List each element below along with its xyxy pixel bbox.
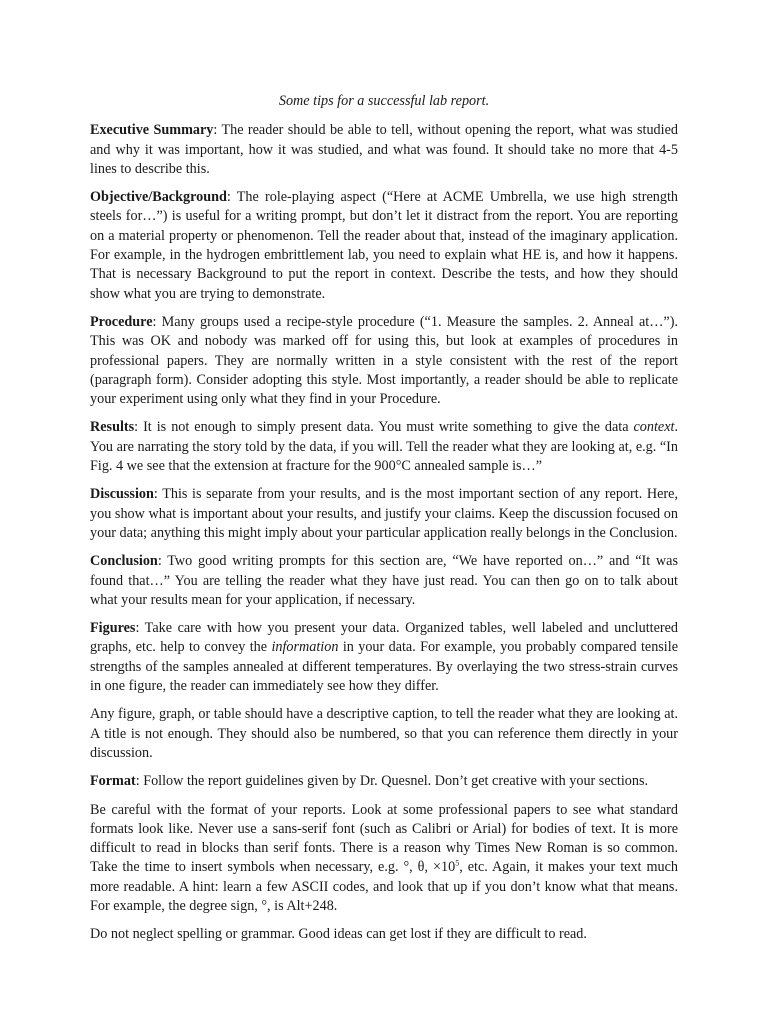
paragraph-figures-caption — [90, 705, 678, 763]
paragraph-format — [90, 772, 678, 791]
text-format-detail-before: Be careful with the format of your reports. Look at some professional papers to see what standard formats look like. Never use a sans-serif font (such as Calibri or Arial) for bodies of text. It is more difficult to read in blocks than serif fonts. There is a reason why Times New Roman is so common. Take the time to insert symbols when necessary, e.g. °, θ, ×10 — [90, 801, 678, 876]
text-procedure: : Many groups used a recipe-style procedure (“1. Measure the samples. 2. Anneal at…”). This was OK and nobody was marked off for using this, but look at examples of procedures in professional papers. They are normally written in a style consistent with the rest of the report (paragraph form). Consider adopting this style. Most importantly, a reader should be able to replicate your experiment using only what they find in your Procedure. — [90, 313, 678, 408]
paragraph-figures — [90, 619, 678, 696]
heading-conclusion: Conclusion — [90, 553, 158, 570]
emphasis-information: information — [271, 639, 339, 656]
paragraph-results — [90, 418, 678, 476]
heading-figures: Figures — [90, 620, 136, 637]
text-objective-background: : The role-playing aspect (“Here at ACME Umbrella, we use high strength steels for…”) is useful for a writing prompt, but don’t let it distract from the report. You are reporting on a material property or phenomenon. Tell the reader about that, instead of the imaginary application. For example, in the hydrogen embrittlement lab, you need to explain what HE is, and how it happens. That is necessary Background to put the report in context. Describe the tests, and how they should show what you are trying to demonstrate. — [90, 189, 678, 302]
text-conclusion: : Two good writing prompts for this section are, “We have reported on…” and “It was found that…” You are telling the reader what they have just read. You can then go on to talk about what your results mean for your application, if necessary. — [90, 553, 678, 608]
paragraph-format-detail — [90, 801, 678, 917]
text-results-after: . You are narrating the story told by the data, if you will. Tell the reader what they are looking at, e.g. “In Fig. 4 we see that the extension at fracture for the 900°C annealed sample is…” — [90, 419, 678, 475]
paragraph-procedure — [90, 313, 678, 409]
text-spelling: Do not neglect spelling or grammar. Good ideas can get lost if they are difficult to read. — [90, 926, 587, 943]
heading-format: Format — [90, 773, 136, 790]
text-format-detail-after: , etc. Again, it makes your text much more readable. A hint: learn a few ASCII codes, and look that up if you don’t know what that means. For example, the degree sign, °, is Alt+248. — [90, 859, 678, 914]
heading-discussion: Discussion — [90, 486, 154, 503]
text-figures-after: in your data. For example, you probably compared tensile strengths of the samples annealed at different temperatures. By overlaying the two stress-strain curves in one figure, the reader can immediately see how they differ. — [90, 639, 678, 695]
text-executive-summary: : The reader should be able to tell, without opening the report, what was studied and why it was important, how it was studied, and what was found. It should take no more that 4-5 lines to describe this. — [90, 122, 678, 177]
text-figures-caption: Any figure, graph, or table should have a descriptive caption, to tell the reader what they are looking at. A title is not enough. They should also be numbered, so that you can reference them directly in your discussion. — [90, 706, 678, 761]
document-page — [90, 92, 678, 954]
heading-objective-background: Objective/Background — [90, 189, 227, 206]
text-figures-before: : Take care with how you present your data. Organized tables, well labeled and uncluttered graphs, etc. help to convey the — [90, 620, 678, 656]
superscript-exponent: 5 — [455, 858, 460, 868]
heading-procedure: Procedure — [90, 313, 153, 330]
text-discussion: : This is separate from your results, and is the most important section of any report. Here, you show what is important about your results, and justify your claims. Keep the discussion focused on your data; anything this might imply about your particular application really belongs in the Conclusion. — [90, 486, 678, 541]
paragraph-executive-summary — [90, 121, 678, 179]
paragraph-conclusion — [90, 552, 678, 610]
paragraph-spelling — [90, 925, 678, 944]
emphasis-context: context — [633, 419, 675, 436]
document-title: Some tips for a successful lab report. — [278, 93, 490, 109]
paragraph-objective-background — [90, 188, 678, 304]
text-format: : Follow the report guidelines given by Dr. Quesnel. Don’t get creative with your sections. — [135, 773, 649, 790]
heading-executive-summary: Executive Summary — [90, 122, 214, 139]
text-results-before: : It is not enough to simply present data. You must write something to give the data — [134, 419, 634, 436]
paragraph-discussion — [90, 485, 678, 543]
heading-results: Results — [90, 419, 135, 436]
